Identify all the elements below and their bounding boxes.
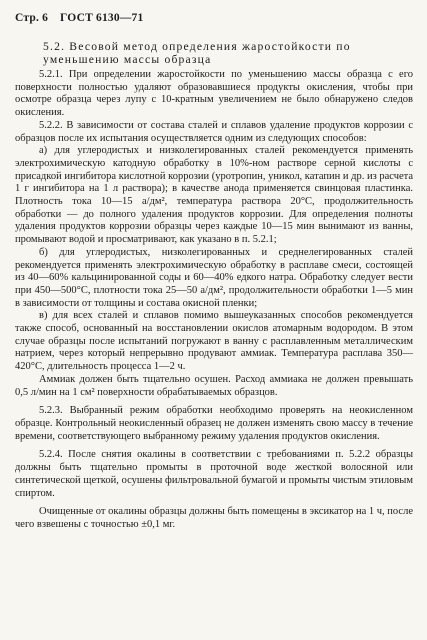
paragraph-5-2-4: 5.2.4. После снятия окалины в соответствии с требованиями п. 5.2.2 образцы должны быть тщательно промыты в проточной воде жесткой волосяной или синтетической щеткой, осушены фильтровальной бумагой и промыты чистым этиловым спиртом. [15, 449, 413, 499]
paragraph-method-b: б) для углеродистых, низколегированных и среднелегированных сталей рекомендуется применять электрохимическую обработку в расплаве смеси, состоящей из 40—60% кальцинированной соды и 60—40% едкого натра. Обработку следует вести при 450—500°С, плотности тока 25—50 а/дм², продолжительности обработки 1—5 мин в зависимости от толщины и состава окисной пленки; [15, 246, 413, 309]
running-head [15, 12, 413, 24]
section-heading: 5.2. Весовой метод определения жаростойкости по уменьшению массы образца [43, 40, 351, 66]
page-number: Стр. 6 [15, 12, 49, 24]
standard-number: ГОСТ 6130—71 [60, 12, 144, 24]
paragraph-5-2-2: 5.2.2. В зависимости от состава сталей и сплавов удаление продуктов коррозии с образцов после их испытания осуществляется одним из следующих способов: [15, 119, 413, 144]
paragraph-5-2-3: 5.2.3. Выбранный режим обработки необходимо проверять на неокисленном образце. Контрольный неокисленный образец не должен изменять свою массу в течение времени, соответствующего выбранному режиму удаления продуктов окисления. [15, 405, 413, 442]
paragraph-desiccator: Очищенные от окалины образцы должны быть помещены в эксикатор на 1 ч, после чего взвешены с точностью ±0,1 мг. [15, 506, 413, 530]
paragraph-5-2-1: 5.2.1. При определении жаростойкости по уменьшению массы образца с его поверхности полностью удаляют образовавшиеся продукты окисления, чтобы при осмотре образца через лупу с 10-кратным увеличением не было обнаружено следов окисления. [15, 69, 413, 119]
paragraph-method-c: в) для всех сталей и сплавов помимо вышеуказанных способов рекомендуется также способ, основанный на восстановлении окислов атомарным водородом. В этом случае образцы после испытаний погружают в ванну с расплавленным металлическим натрием, через который непрерывно продувают аммиак. Температура расплава 350—420°С, длительность процесса 1—2 ч. [15, 310, 413, 373]
paragraph-method-a: а) для углеродистых и низколегированных сталей рекомендуется применять электрохимическую катодную обработку в 10%-ном растворе серной кислоты с присадкой ингибитора кислотной коррозии (уротропин, уникол, катапин и др. из расчета 1 г ингибитора на 1 л раствора); в качестве анода применяется свинцовая пластинка. Плотность тока 10—15 а/дм², температура раствора 20°С, продолжительность обработки — до полного удаления продуктов коррозии. Для определения полноты удаления продуктов коррозии образцы через каждые 10—15 мин вынимают из ванны, промывают водой и просматривают, как указано в п. 5.2.1; [15, 145, 414, 246]
paragraph-ammonia-note: Аммиак должен быть тщательно осушен. Расход аммиака не должен превышать 0,5 л/мин на 1 см² поверхности обрабатываемых образцов. [15, 373, 413, 398]
